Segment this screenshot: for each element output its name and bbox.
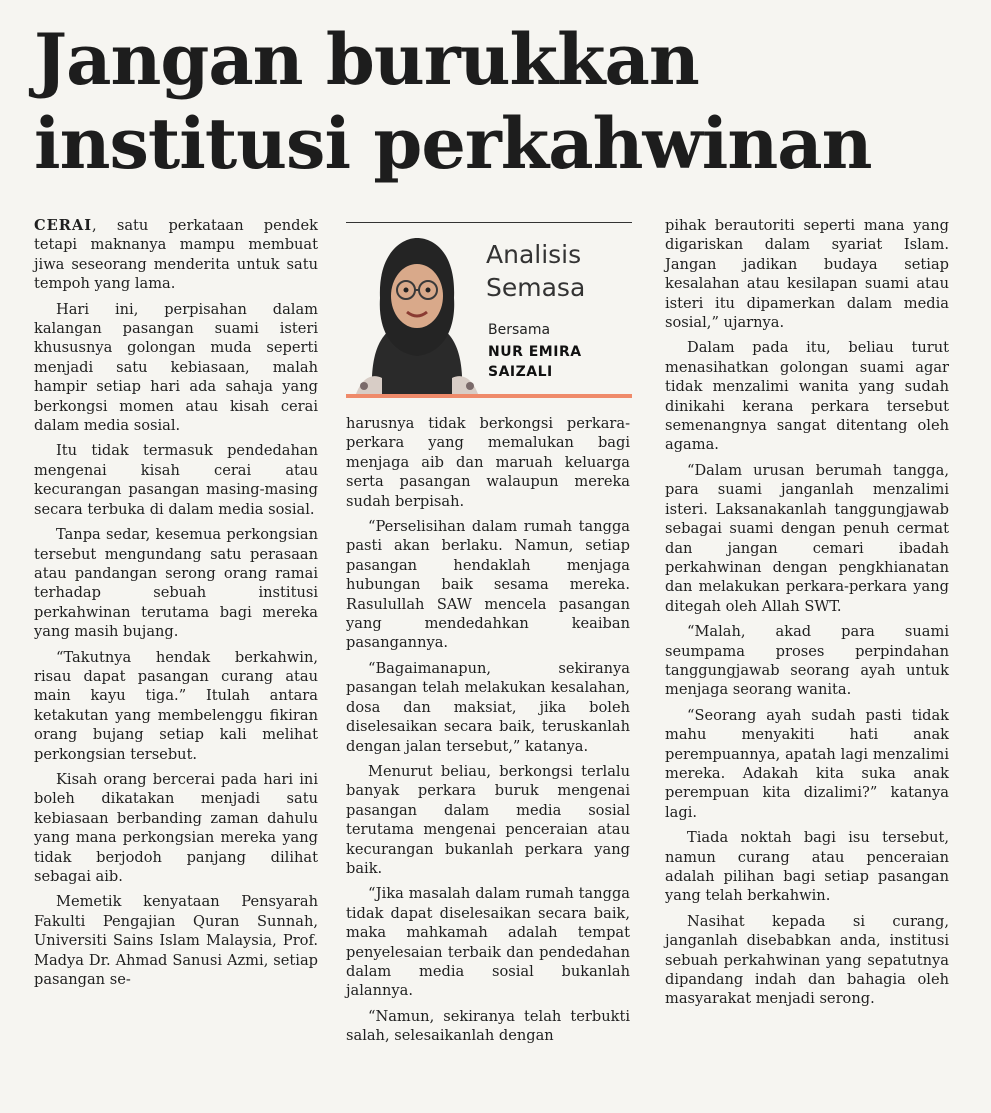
article-column-1	[34, 216, 318, 995]
article-column-2	[346, 414, 630, 1052]
paragraph: Dalam pada itu, beliau turut menasihatkan golongan suami agar tidak menzalimi wanita yang sudah dinikahi kerana perkara tersebut semenangnya sangat ditentang oleh agama.	[665, 339, 949, 454]
paragraph: “Namun, sekiranya telah terbukti salah, selesaikanlah dengan	[346, 1007, 630, 1045]
with-label: Bersama	[488, 322, 551, 338]
paragraph: Tanpa sedar, kesemua perkongsian tersebut mengundang satu perasaan atau pandangan serong orang ramai terhadap sebuah institusi perkahwinan terutama bagi mereka yang masih bujang.	[34, 526, 318, 641]
column-title-line-2: Semasa	[486, 273, 586, 302]
article-column-3	[665, 216, 949, 1015]
paragraph: “Dalam urusan berumah tangga, para suami janganlah menzalimi isteri. Laksanakanlah tanggungjawab sebagai suami dengan penuh cermat dan jangan cemari ibadah perkahwinan dengan pengkhianatan dan melakukan perkara-perkara yang ditegah oleh Allah SWT.	[665, 461, 949, 615]
paragraph	[34, 216, 318, 294]
author-name	[488, 342, 582, 382]
paragraph: Memetik kenyataan Pensyarah Fakulti Pengajian Quran Sunnah, Universiti Sains Islam Malaysia, Prof. Madya Dr. Ahmad Sanusi Azmi, setiap pasangan se-	[34, 893, 318, 989]
paragraph: “Perselisihan dalam rumah tangga pasti akan berlaku. Namun, setiap pasangan hendaklah menjaga hubungan baik sesama mereka. Rasulullah SAW mencela pasangan yang mendedahkan keaiban pasangannya.	[346, 518, 630, 652]
column-title	[486, 238, 585, 304]
paragraph: “Jika masalah dalam rumah tangga tidak dapat diselesaikan secara baik, maka mahkamah adalah tempat penyelesaian terbaik dan pendedahan dalam media sosial bukanlah jalannya.	[346, 885, 630, 1000]
paragraph: Itu tidak termasuk pendedahan mengenai kisah cerai atau kecurangan pasangan masing-masing secara terbuka di dalam media sosial.	[34, 442, 318, 518]
paragraph: Nasihat kepada si curang, janganlah disebabkan anda, institusi sebuah perkahwinan yang sepatutnya dipandang indah dan bahagia oleh masyarakat menjadi serong.	[665, 912, 949, 1008]
column-title-line-1: Analisis	[486, 240, 582, 269]
paragraph: “Takutnya hendak berkahwin, risau dapat pasangan curang atau main kayu tiga.” Itulah antara ketakutan yang membelenggu fikiran orang bujang setiap kali melihat perkongsian tersebut.	[34, 648, 318, 763]
paragraph: pihak berautoriti seperti mana yang digariskan dalam syariat Islam. Jangan jadikan budaya setiap kesalahan atau kesilapan suami atau isteri itu dipamerkan dalam media sosial,” ujarnya.	[665, 217, 949, 332]
paragraph: “Seorang ayah sudah pasti tidak mahu menyakiti hati anak perempuannya, apatah lagi menzalimi mereka. Adakah kita suka anak perempuan kita dizalimi?” katanya lagi.	[665, 706, 949, 821]
paragraph: harusnya tidak berkongsi perkara-perkara yang memalukan bagi menjaga aib dan maruah keluarga serta pasangan walaupun mereka sudah berpisah.	[346, 415, 630, 510]
columnist-box	[346, 218, 632, 398]
kicker-word: CERAI	[34, 217, 93, 234]
paragraph: Kisah orang bercerai pada hari ini boleh dikatakan menjadi satu kebiasaan berbanding zaman dahulu yang mana perkongsian mereka yang tidak berjodoh panjang dilihat sebagai aib.	[34, 770, 318, 885]
headline-line-2: institusi perkahwinan	[34, 102, 872, 185]
paragraph: Tiada noktah bagi isu tersebut, namun curang atau penceraian adalah pilihan bagi setiap pasangan yang telah berkahwin.	[665, 829, 949, 905]
accent-bar	[346, 394, 632, 398]
paragraph: Hari ini, perpisahan dalam kalangan pasangan suami isteri khususnya golongan muda seperti menjadi satu kebiasaan, malah hampir setiap hari ada sahaja yang berkongsi momen atau kisah cerai dalam media sosial.	[34, 300, 318, 435]
author-portrait-icon	[352, 228, 482, 394]
divider	[346, 222, 632, 223]
paragraph: Menurut beliau, berkongsi terlalu banyak perkara buruk mengenai pasangan dalam media sosial terutama mengenai penceraian atau kecurangan bukanlah perkara yang baik.	[346, 762, 630, 877]
author-name-line-2: SAIZALI	[488, 364, 553, 380]
author-name-line-1: NUR EMIRA	[488, 344, 582, 360]
headline-line-1: Jangan burukkan	[34, 18, 699, 101]
headline	[34, 18, 964, 186]
paragraph: “Malah, akad para suami seumpama proses perpindahan tanggungjawab seorang ayah untuk menjaga seorang wanita.	[665, 623, 949, 699]
paragraph-text: , satu perkataan pendek tetapi maknanya mampu membuat jiwa seseorang menderita untuk satu tempoh yang lama.	[34, 217, 318, 293]
paragraph: “Bagaimanapun, sekiranya pasangan telah melakukan kesalahan, dosa dan maksiat, jika boleh diselesaikan secara baik, teruskanlah dengan jalan tersebut,” katanya.	[346, 659, 630, 755]
